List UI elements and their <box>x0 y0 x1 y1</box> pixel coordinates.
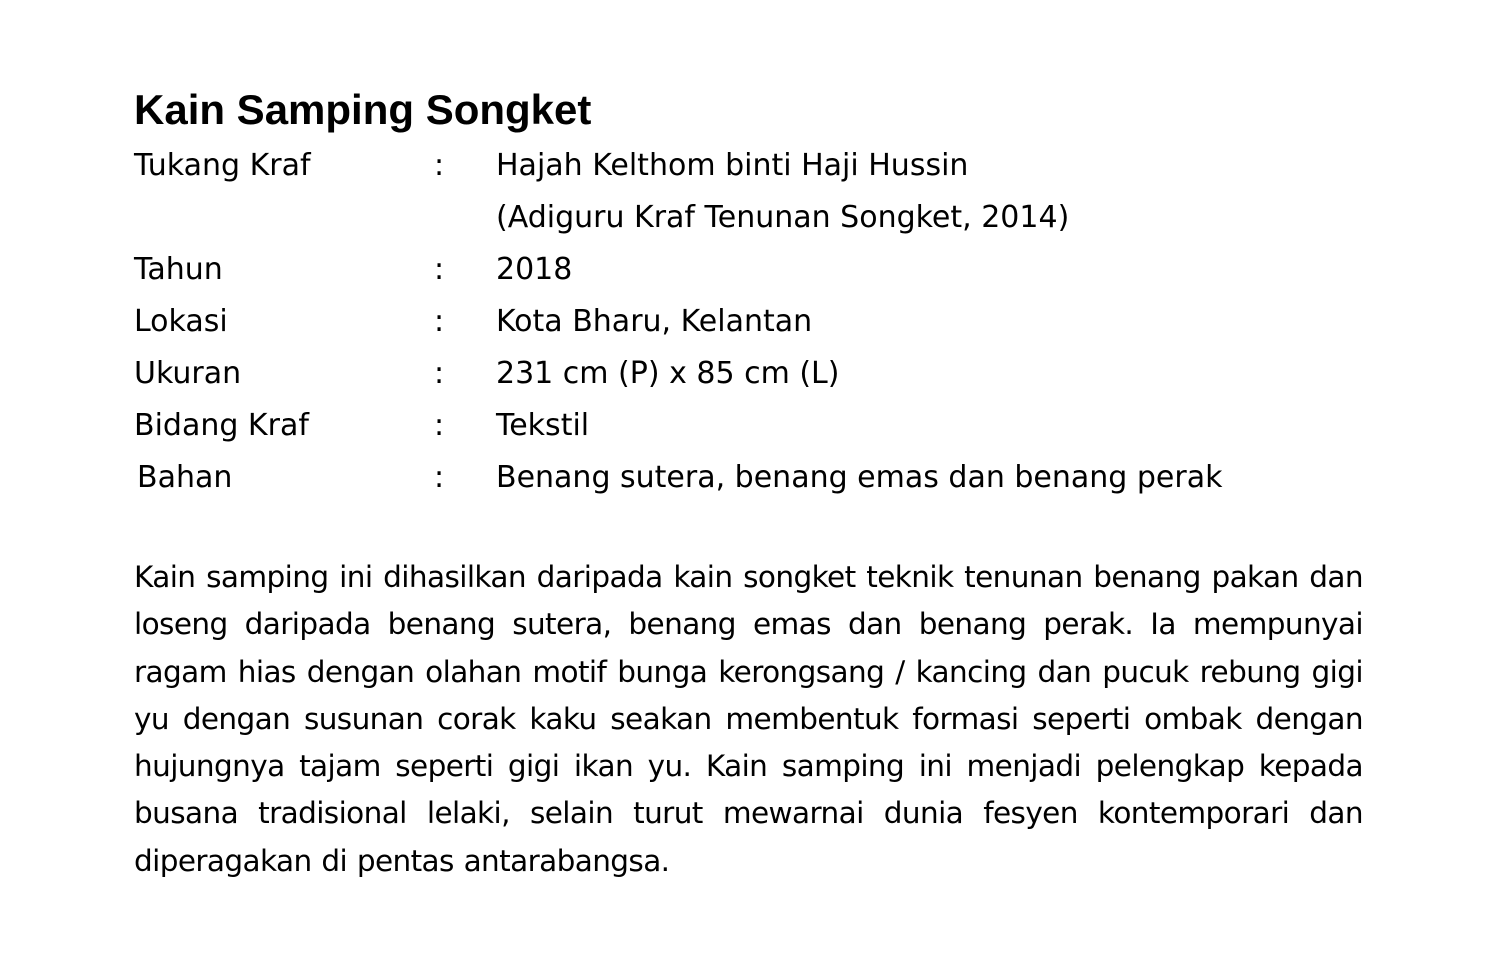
detail-row-size <box>134 348 1222 400</box>
detail-separator: : <box>434 252 445 287</box>
detail-separator: : <box>434 148 445 183</box>
detail-value: (Adiguru Kraf Tenunan Songket, 2014) <box>496 200 1070 235</box>
detail-value: 2018 <box>496 252 573 287</box>
detail-separator: : <box>434 408 445 443</box>
detail-value: Kota Bharu, Kelantan <box>496 304 813 339</box>
detail-label: Bidang Kraf <box>134 408 309 443</box>
detail-value: 231 cm (P) x 85 cm (L) <box>496 356 840 391</box>
details-table <box>134 140 1222 504</box>
detail-row-year <box>134 244 1222 296</box>
detail-value: Hajah Kelthom binti Haji Hussin <box>496 148 969 183</box>
detail-label: Lokasi <box>134 304 228 339</box>
detail-value: Benang sutera, benang emas dan benang perak <box>496 460 1223 495</box>
detail-separator: : <box>434 356 445 391</box>
detail-row-craftsman <box>134 140 1222 192</box>
document-title: Kain Samping Songket <box>134 86 592 133</box>
detail-label <box>134 192 434 244</box>
detail-label: Tukang Kraf <box>134 148 311 183</box>
detail-separator-blank <box>434 192 496 244</box>
detail-row-material <box>134 452 1222 504</box>
detail-label: Ukuran <box>134 356 242 391</box>
detail-row-location <box>134 296 1222 348</box>
detail-row-craftsman-title <box>134 192 1222 244</box>
description-paragraph: Kain samping ini dihasilkan daripada kain songket teknik tenunan benang pakan dan loseng daripada benang sutera, benang emas dan benang perak. Ia mempunyai ragam hias dengan olahan motif bunga kerongsang / kancing dan pucuk rebung gigi yu dengan susunan corak kaku seakan membentuk formasi seperti ombak dengan hujungnya tajam seperti gigi ikan yu. Kain samping ini menjadi pelengkap kepada busana tradisional lelaki, selain turut mewarnai dunia fesyen kontemporari dan diperagakan di pentas antarabangsa. <box>134 560 1363 878</box>
detail-label: Tahun <box>134 252 223 287</box>
detail-value: Tekstil <box>496 408 590 443</box>
detail-separator: : <box>434 460 445 495</box>
detail-label: Bahan <box>137 460 233 495</box>
detail-row-craft-field <box>134 400 1222 452</box>
detail-separator: : <box>434 304 445 339</box>
